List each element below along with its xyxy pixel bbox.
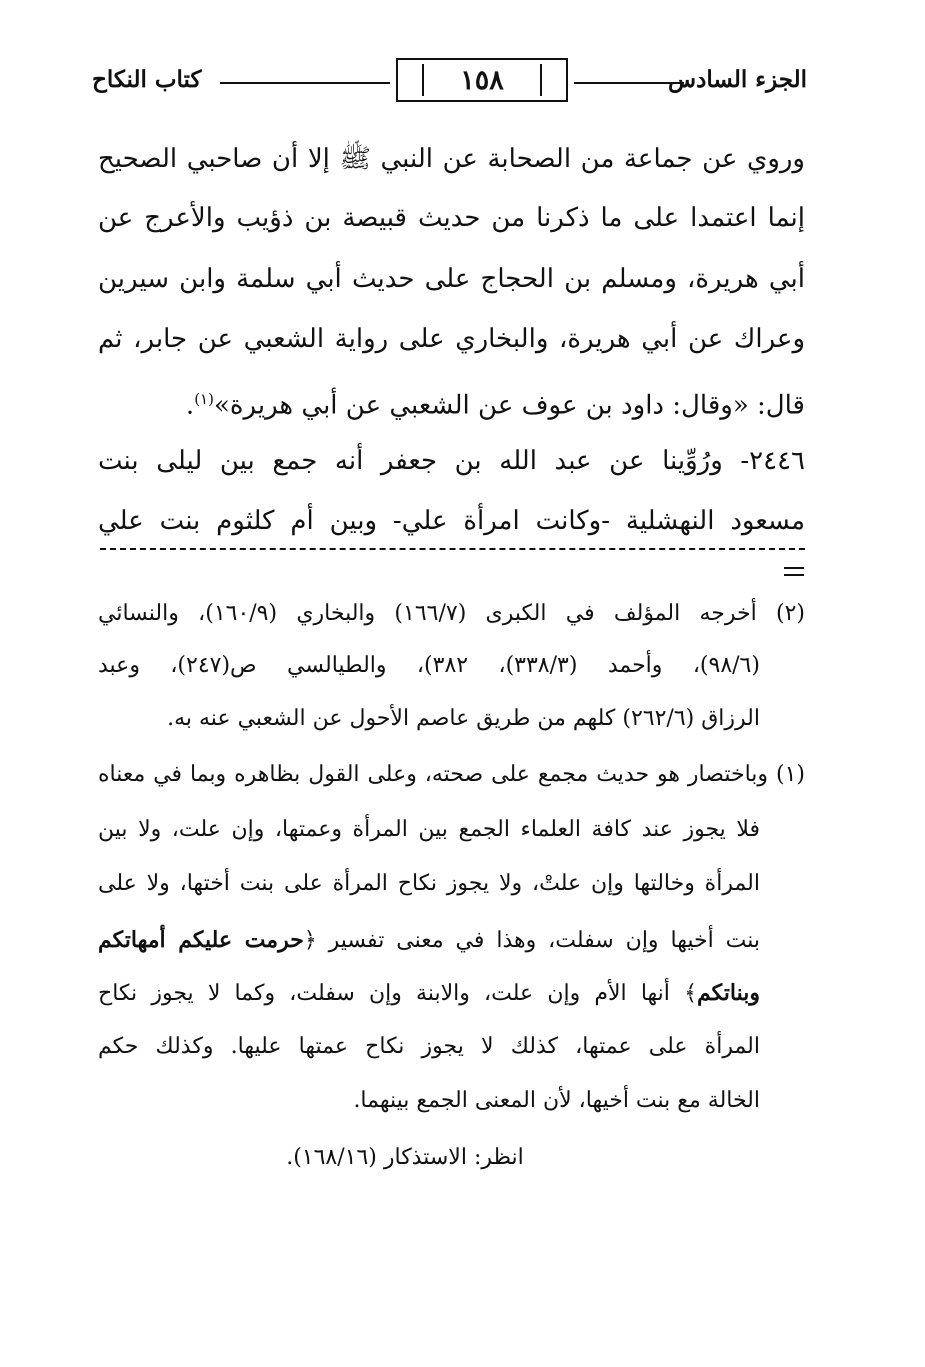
- footnote-line: الخالة مع بنت أخيها، لأن المعنى الجمع بينهما.: [353, 1088, 760, 1113]
- footnote-ref: (١): [194, 390, 214, 408]
- footnote-reference: انظر: الاستذكار (١٦٨/١٦).: [286, 1145, 524, 1170]
- page-number-box: [396, 58, 568, 102]
- volume-title: الجزء السادس: [668, 66, 807, 93]
- footnote-line: الرزاق (٢٦٢/٦) كلهم من طريق عاصم الأحول عن الشعبي عنه به.: [167, 706, 760, 731]
- main-line: وروي عن جماعة من الصحابة عن النبي ﷺ إلا أن صاحبي الصحيح: [98, 144, 805, 174]
- main-line: مسعود النهشلية -وكانت امرأة علي- وبين أم كلثوم بنت علي: [98, 506, 805, 536]
- continuation-mark: [784, 567, 804, 576]
- header-rule-left: [220, 82, 390, 84]
- footnote-line: وبناتكم﴾ أنها الأم وإن علت، والابنة وإن سفلت، وكما لا يجوز نكاح: [98, 980, 760, 1006]
- main-line: وعراك عن أبي هريرة، والبخاري على رواية الشعبي عن جابر، ثم: [98, 324, 805, 354]
- header-rule-right: [574, 82, 684, 84]
- footnote-marker: (٢): [775, 601, 805, 626]
- main-line: إنما اعتمدا على ما ذكرنا من حديث قبيصة بن ذؤيب والأعرج عن: [98, 203, 805, 233]
- quran-quote: حرمت عليكم أمهاتكم: [98, 927, 304, 953]
- footnote-line: بنت أخيها وإن سفلت، وهذا في معنى تفسير ﴿حرمت عليكم أمهاتكم: [98, 927, 760, 953]
- footnote-line: فلا يجوز عند كافة العلماء الجمع بين المرأة وعمتها، وإن علت، ولا بين: [98, 817, 760, 842]
- footnote-line: المرأة وخالتها وإن علتْ، ولا يجوز نكاح المرأة على بنت أختها، ولا على: [98, 871, 760, 896]
- footnote-marker: (١): [775, 762, 805, 787]
- footnote-line: (٩٨/٦)، وأحمد (٣٣٨/٣)، ٣٨٢)، والطيالسي ص(٢٤٧)، وعبد: [98, 653, 760, 678]
- page-number: ١٥٨: [460, 64, 504, 96]
- book-title: كتاب النكاح: [92, 66, 202, 93]
- main-line: قال: «وقال: داود بن عوف عن الشعبي عن أبي هريرة»$^{(١)}$.: [185, 390, 805, 421]
- footnote-line: (٢) أخرجه المؤلف في الكبرى (١٦٦/٧) والبخاري (١٦٠/٩)، والنسائي: [98, 601, 805, 626]
- footnote-separator: [100, 548, 805, 550]
- footnote-line: (١) وباختصار هو حديث مجمع على صحته، وعلى القول بظاهره وبما في معناه: [98, 762, 805, 787]
- main-line: أبي هريرة، ومسلم بن الحجاج على حديث أبي سلمة وابن سيرين: [98, 264, 805, 294]
- footnote-line: المرأة على عمتها، كذلك لا يجوز نكاح عمتها عليها. وكذلك حكم: [98, 1034, 760, 1059]
- running-header: [92, 58, 807, 108]
- main-line: ٢٤٤٦- ورُوِّينا عن عبد الله بن جعفر أنه جمع بين ليلى بنت: [98, 446, 805, 476]
